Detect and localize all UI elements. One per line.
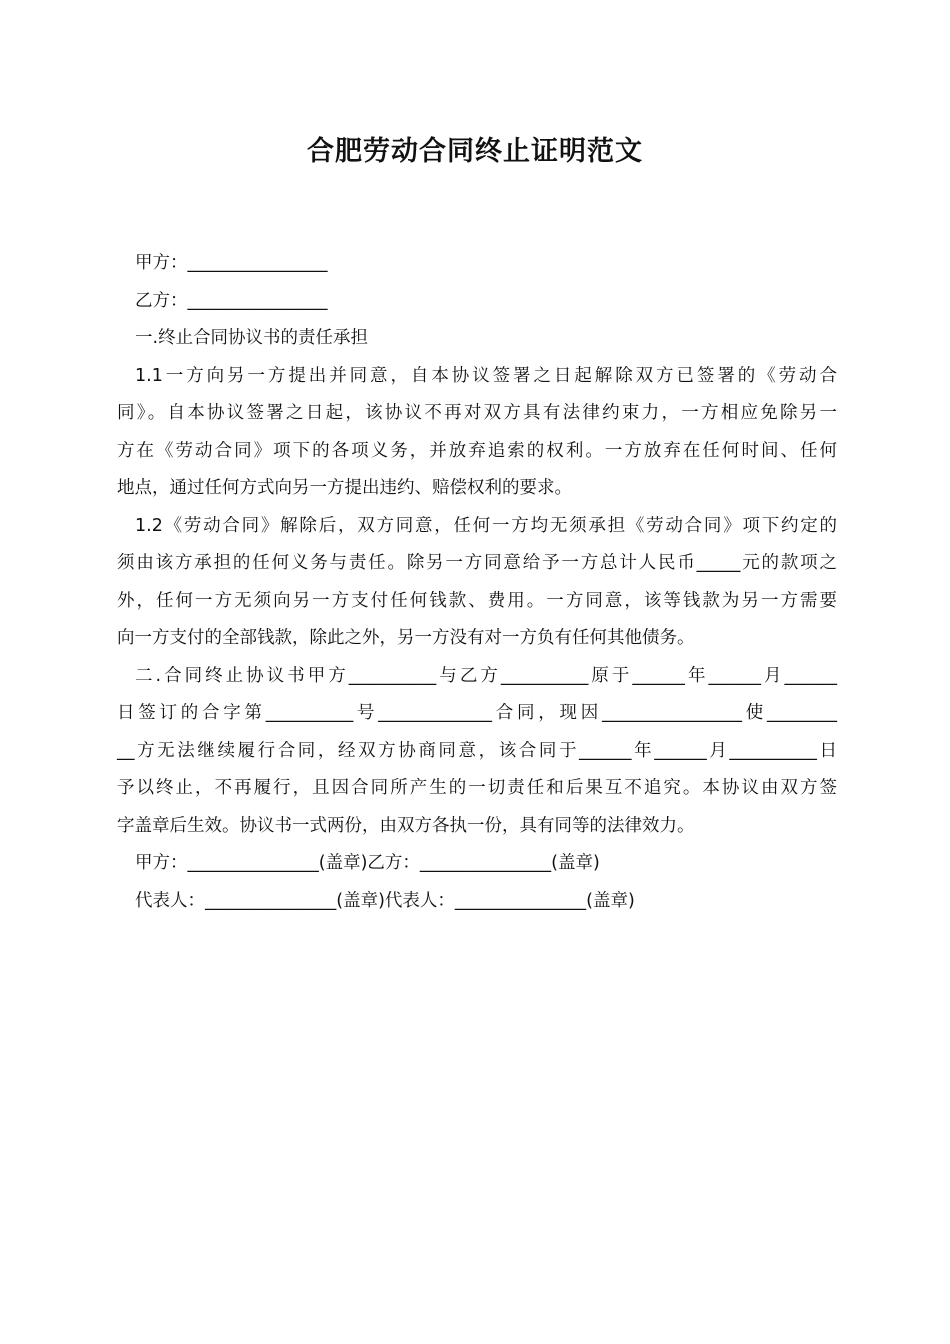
section-two-line-4: 予以终止，不再履行，且因合同所产生的一切责任和后果互不追究。本协议由双方签 — [117, 778, 837, 798]
section-two-line-5: 字盖章后生效。协议书一式两份，由双方各执一份，具有同等的法律效力。 — [117, 815, 695, 836]
signature-party-line: 甲方：_______________(盖章)乙方：_______________(盖章) — [135, 853, 600, 873]
signature-representative-line: 代表人：_______________(盖章)代表人：_______________(盖章) — [135, 890, 635, 911]
party-b-line: 乙方：________________ — [135, 290, 328, 311]
document-body — [117, 245, 837, 920]
section-two-line-3: __方无法继续履行合同，经双方协商同意，该合同于______年______月__________日 — [117, 740, 837, 761]
party-a-line: 甲方：________________ — [135, 253, 328, 273]
section-one-heading: 一.终止合同协议书的责任承担 — [135, 328, 369, 348]
clause-1-1-line-3: 方在《劳动合同》项下的各项义务，并放弃追索的权利。一方放弃在任何时间、任何 — [117, 440, 837, 461]
clause-1-2-line-3: 外，任何一方无须向另一方支付任何钱款、费用。一方同意，该等钱款为另一方需要 — [117, 590, 837, 611]
clause-1-1-line-4: 地点，通过任何方式向另一方提出违约、赔偿权利的要求。 — [117, 478, 572, 498]
section-two-line-2: 日签订的合字第__________号_____________合同，现因________________使________ — [117, 703, 837, 723]
document-title: 合肥劳动合同终止证明范文 — [307, 136, 643, 167]
clause-1-2-line-4: 向一方支付的全部钱款，除此之外，另一方没有对一方负有任何其他债务。 — [117, 628, 695, 648]
section-two-line-1: 二.合同终止协议书甲方__________与乙方__________原于______年______月______ — [135, 665, 837, 686]
clause-1-1-line-1: 1.1一方向另一方提出并同意，自本协议签署之日起解除双方已签署的《劳动合 — [135, 365, 837, 386]
clause-1-2-line-2: 须由该方承担的任何义务与责任。除另一方同意给予一方总计人民币_____元的款项之 — [117, 553, 837, 573]
clause-1-2-line-1: 1.2《劳动合同》解除后，双方同意，任何一方均无须承担《劳动合同》项下约定的 — [135, 515, 837, 536]
clause-1-1-line-2: 同》。自本协议签署之日起，该协议不再对双方具有法律约束力，一方相应免除另一 — [117, 403, 837, 423]
